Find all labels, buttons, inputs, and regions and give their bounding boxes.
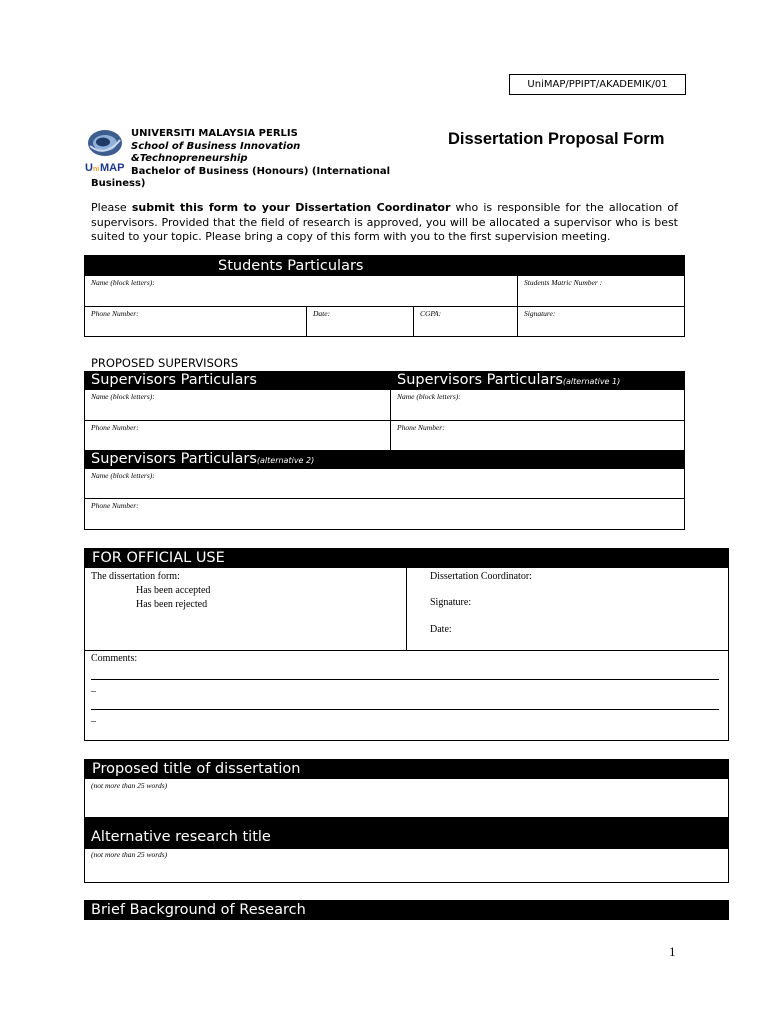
intro-paragraph bbox=[91, 201, 678, 245]
alternative-title-field[interactable]: (not more than 25 words) bbox=[91, 850, 168, 859]
student-date-field[interactable]: Date: bbox=[313, 309, 331, 318]
supervisor-alt2-note: (alternative 2) bbox=[256, 456, 315, 465]
supervisor-alt2-title: Supervisors Particulars bbox=[91, 451, 257, 467]
supervisor-alt2-name-field[interactable]: Name (block letters): bbox=[91, 471, 155, 480]
school-name-line2: &Technopreneurship bbox=[131, 153, 248, 164]
programme-line1: Bachelor of Business (Honours) (International bbox=[131, 165, 391, 177]
supervisors-table bbox=[84, 371, 685, 530]
rejected-option[interactable]: Has been rejected bbox=[136, 599, 208, 610]
university-name: UNIVERSITI MALAYSIA PERLIS bbox=[131, 128, 298, 139]
supervisor-alt2-header bbox=[91, 450, 314, 470]
supervisor-alt1-note: (alternative 1) bbox=[562, 377, 621, 386]
proposed-supervisors-label: PROPOSED SUPERVISORS bbox=[91, 356, 239, 370]
brief-background-header: Brief Background of Research bbox=[91, 902, 306, 918]
intro-bold: submit this form to your Dissertation Coordinator bbox=[131, 201, 451, 214]
supervisor-main-header: Supervisors Particulars bbox=[91, 372, 257, 388]
students-particulars-header: Students Particulars bbox=[85, 256, 684, 276]
form-reference-code: UniMAP/PPIPT/AKADEMIK/01 bbox=[509, 74, 686, 95]
student-signature-field[interactable]: Signature: bbox=[524, 309, 556, 318]
comments-label: Comments: bbox=[91, 653, 138, 664]
coordinator-label: Dissertation Coordinator: bbox=[430, 571, 532, 582]
official-date-label: Date: bbox=[430, 624, 452, 635]
supervisor-alt1-header bbox=[397, 371, 620, 391]
student-phone-field[interactable]: Phone Number: bbox=[91, 309, 139, 318]
supervisor-alt1-name-field[interactable]: Name (block letters): bbox=[397, 392, 461, 401]
page-number: 1 bbox=[669, 944, 676, 959]
svg-text:MAP: MAP bbox=[100, 162, 125, 174]
supervisor-alt1-phone-field[interactable]: Phone Number: bbox=[397, 423, 445, 432]
alternative-title-header: Alternative research title bbox=[91, 829, 271, 845]
comments-dash-2: _ bbox=[91, 712, 96, 723]
svg-text:U: U bbox=[85, 162, 93, 174]
form-title: Dissertation Proposal Form bbox=[448, 130, 665, 148]
accepted-option[interactable]: Has been accepted bbox=[136, 585, 211, 596]
comments-line-2[interactable] bbox=[91, 709, 719, 710]
student-name-field[interactable]: Name (block letters): bbox=[91, 278, 155, 287]
proposed-title-header: Proposed title of dissertation bbox=[85, 760, 728, 779]
intro-text-2: who is responsible for the allocation of supervisors. Provided that the field of research is approved, you will be allocated a supervisor who is best suited to your topic. Please bring a copy of this form with you to the first supervision meeting. bbox=[91, 201, 678, 243]
programme-line2: Business) bbox=[91, 178, 146, 189]
student-matric-field[interactable]: Students Matric Number : bbox=[524, 278, 603, 287]
supervisor-alt1-title: Supervisors Particulars bbox=[397, 372, 563, 388]
school-name-line1: School of Business Innovation bbox=[131, 140, 301, 152]
official-signature-label: Signature: bbox=[430, 597, 472, 608]
comments-dash-1: _ bbox=[91, 682, 96, 693]
supervisor-alt2-phone-field[interactable]: Phone Number: bbox=[91, 501, 139, 510]
student-cgpa-field[interactable]: CGPA: bbox=[420, 309, 442, 318]
university-info bbox=[91, 128, 401, 191]
students-particulars-table bbox=[84, 255, 685, 337]
official-use-header: FOR OFFICIAL USE bbox=[85, 549, 728, 568]
intro-text-1: Please bbox=[91, 201, 132, 214]
official-use-table bbox=[84, 548, 729, 741]
proposed-title-field[interactable]: (not more than 25 words) bbox=[91, 781, 168, 790]
supervisor-name-field[interactable]: Name (block letters): bbox=[91, 392, 155, 401]
supervisor-phone-field[interactable]: Phone Number: bbox=[91, 423, 139, 432]
dissertation-form-label: The dissertation form: bbox=[91, 571, 180, 582]
svg-text:ni: ni bbox=[93, 166, 100, 173]
dissertation-title-table bbox=[84, 759, 729, 883]
comments-line-1[interactable] bbox=[91, 679, 719, 680]
